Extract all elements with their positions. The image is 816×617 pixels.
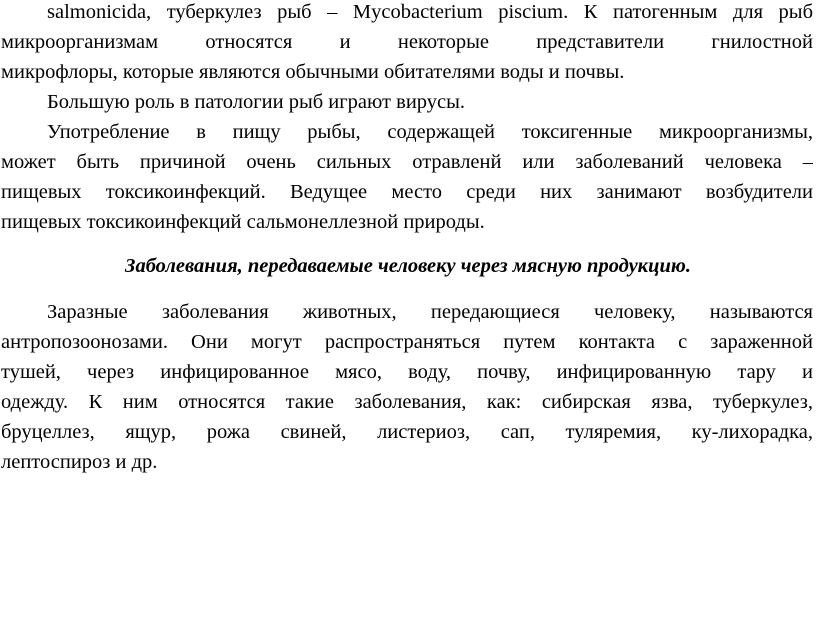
text-line: микрофлоры, которые являются обычными обитателями воды и почвы. bbox=[1, 61, 625, 83]
text-line: лептоспироз и др. bbox=[1, 451, 158, 473]
section-heading: Заболевания, передаваемые человеку через мясную продукцию. bbox=[125, 255, 691, 277]
text-line: Заразные заболевания животных, передающиеся человеку, называются bbox=[47, 301, 813, 323]
text-line: одежду. К ним относятся такие заболевания, как: сибирская язва, туберкулез, bbox=[1, 391, 813, 413]
text-line: тушей, через инфицированное мясо, воду, почву, инфицированную тару и bbox=[1, 361, 813, 383]
text-line: пищевых токсикоинфекций. Ведущее место среди них занимают возбудители bbox=[1, 181, 813, 203]
text-line: бруцеллез, ящур, рожа свиней, листериоз, сап, туляремия, ку-лихорадка, bbox=[1, 421, 813, 443]
text-line: Употребление в пищу рыбы, содержащей токсигенные микроорганизмы, bbox=[47, 121, 813, 143]
text-line: антропозоонозами. Они могут распространяться путем контакта с зараженной bbox=[1, 331, 813, 353]
text-line: микроорганизмам относятся и некоторые представители гнилостной bbox=[1, 31, 813, 53]
text-line: может быть причиной очень сильных отравленй или заболеваний человека – bbox=[1, 151, 813, 173]
text-line: пищевых токсикоинфекций сальмонеллезной природы. bbox=[1, 211, 485, 233]
text-line: salmonicida, туберкулез рыб – Mycobacterium piscium. К патогенным для рыб bbox=[47, 1, 813, 23]
text-line: Большую роль в патологии рыб играют вирусы. bbox=[47, 91, 466, 113]
